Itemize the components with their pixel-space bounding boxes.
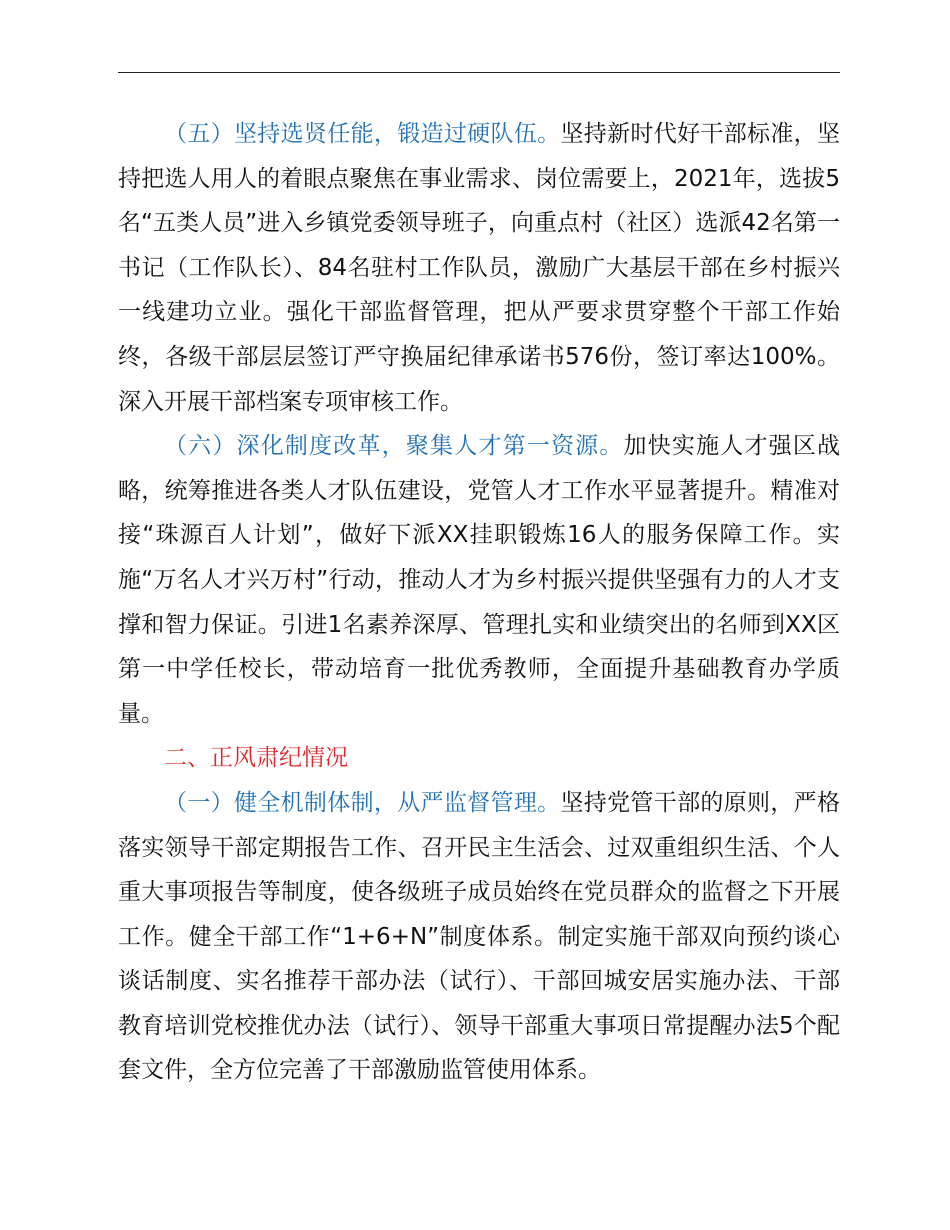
paragraph-five-lead: （五）坚持选贤任能，锻造过硬队伍。 [164, 121, 561, 147]
document-body [118, 112, 840, 1093]
paragraph-six [118, 424, 840, 736]
paragraph-six-body: 加快实施人才强区战略，统筹推进各类人才队伍建设，党管人才工作水平显著提升。精准对接“珠源百人计划”，做好下派XX挂职锻炼16人的服务保障工作。实施“万名人才兴万村”行动，推动人才为乡村振兴提供坚强有力的人才支撑和智力保证。引进1名素养深厚、管理扎实和业绩突出的名师到XX区第一中学任校长，带动培育一批优秀教师，全面提升基础教育办学质量。 [118, 433, 841, 727]
header-rule [118, 72, 840, 73]
paragraph-section-two-one-lead: （一）健全机制体制，从严监督管理。 [164, 789, 561, 816]
paragraph-section-two-one-body: 坚持党管干部的原则，严格落实领导干部定期报告工作、召开民主生活会、过双重组织生活、个人重大事项报告等制度，使各级班子成员始终在党员群众的监督之下开展工作。健全干部工作“1+6+N”制度体系。制定实施干部双向预约谈心谈话制度、实名推荐干部办法（试行）、干部回城安居实施办法、干部教育培训党校推优办法（试行）、领导干部重大事项日常提醒办法5个配套文件，全方位完善了干部激励监管使用体系。 [118, 789, 841, 1084]
paragraph-five [118, 112, 840, 424]
paragraph-five-body: 坚持新时代好干部标准，坚持把选人用人的着眼点聚焦在事业需求、岗位需要上，2021年，选拔5名“五类人员”进入乡镇党委领导班子，向重点村（社区）选派42名第一书记（工作队长）、84名驻村工作队员，激励广大基层干部在乡村振兴一线建功立业。强化干部监督管理，把从严要求贯穿整个干部工作始终，各级干部层层签订严守换届纪律承诺书576份，签订率达100%。深入开展干部档案专项审核工作。 [118, 121, 841, 415]
section-two-heading: 二、正风肃纪情况 [164, 745, 348, 772]
paragraph-section-two-one [118, 781, 840, 1093]
paragraph-six-lead: （六）深化制度改革，聚集人才第一资源。 [164, 433, 624, 460]
